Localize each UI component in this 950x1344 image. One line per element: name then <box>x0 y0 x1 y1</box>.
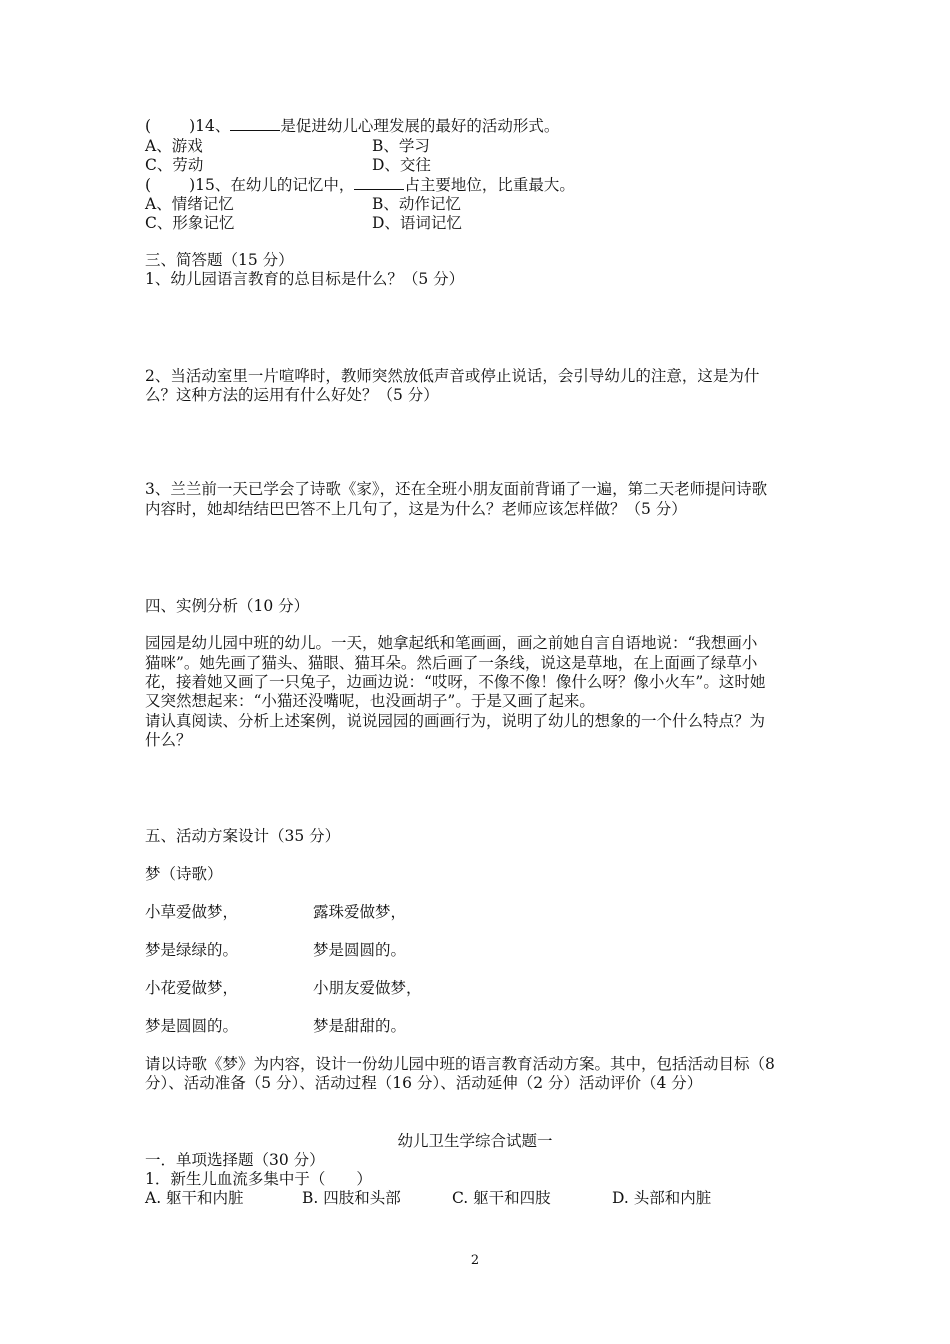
option-b: B、动作记忆 <box>372 195 461 213</box>
poem-left: 梦是圆圆的。 <box>145 1017 239 1035</box>
fill-blank <box>230 116 280 131</box>
design-task-line2: 分）、活动准备（5 分）、活动过程（16 分）、活动延伸（2 分）活动评价（4 分） <box>145 1074 703 1092</box>
section-5-title: 五、活动方案设计（35 分） <box>145 827 341 845</box>
case-text-line3: 花，接着她又画了一只兔子，边画边说：“哎呀，不像不像！像什么呀？像小火车”。这时她 <box>145 673 766 691</box>
option-d: D. 头部和内脏 <box>612 1189 712 1207</box>
answer-paren-close: ) <box>189 117 196 135</box>
short-answer-3-line1: 3、兰兰前一天已学会了诗歌《家》，还在全班小朋友面前背诵了一遍，第二天老师提问诗歌 <box>145 480 768 498</box>
option-c: C、形象记忆 <box>145 214 235 232</box>
exam-question-1-options <box>145 1188 712 1208</box>
poem-line <box>145 978 422 998</box>
question-text: 占主要地位，比重最大。 <box>404 176 575 194</box>
case-question-line1: 请认真阅读、分析上述案例，说说园园的画画行为，说明了幼儿的想象的一个什么特点？为 <box>145 712 766 730</box>
question-14-options-row1 <box>145 136 430 156</box>
question-text: 是促进幼儿心理发展的最好的活动形式。 <box>280 117 560 135</box>
page-number: 2 <box>470 1253 480 1268</box>
poem-left: 小花爱做梦， <box>145 979 239 997</box>
poem-right: 小朋友爱做梦， <box>313 979 422 997</box>
option-a: A、情绪记忆 <box>145 195 234 213</box>
case-text-line4: 又突然想起来：“小猫还没嘴呢，也没画胡子”。于是又画了起来。 <box>145 692 595 710</box>
question-number: 15、在幼儿的记忆中， <box>195 176 355 194</box>
question-15-options-row2 <box>145 213 462 233</box>
question-15 <box>145 175 575 195</box>
question-14 <box>145 116 559 136</box>
case-question-line2: 什么？ <box>145 731 192 749</box>
poem-line <box>145 902 407 922</box>
option-d: D、语词记忆 <box>372 214 462 232</box>
short-answer-2-line1: 2、当活动室里一片喧哗时，教师突然放低声音或停止说话，会引导幼儿的注意，这是为什 <box>145 367 760 385</box>
option-c: C. 躯干和四肢 <box>452 1189 551 1207</box>
option-a: A、游戏 <box>145 137 203 155</box>
poem-left: 小草爱做梦， <box>145 903 239 921</box>
short-answer-1: 1、幼儿园语言教育的总目标是什么？（5 分） <box>145 270 465 288</box>
option-d: D、交往 <box>372 156 431 174</box>
section-4-title: 四、实例分析（10 分） <box>145 597 310 615</box>
poem-title: 梦（诗歌） <box>145 865 223 883</box>
question-15-options-row1 <box>145 194 461 214</box>
short-answer-3-line2: 内容时，她却结结巴巴答不上几句了，这是为什么？老师应该怎样做？（5 分） <box>145 500 687 518</box>
poem-right: 梦是圆圆的。 <box>313 941 407 959</box>
case-text-line2: 猫咪”。她先画了猫头、猫眼、猫耳朵。然后画了一条线，说这是草地，在上面画了绿草小 <box>145 654 758 672</box>
question-14-options-row2 <box>145 155 431 175</box>
answer-paren-open: ( <box>145 117 152 135</box>
option-b: B、学习 <box>372 137 430 155</box>
option-b: B. 四肢和头部 <box>302 1189 401 1207</box>
poem-right: 梦是甜甜的。 <box>313 1017 407 1035</box>
design-task-line1: 请以诗歌《梦》为内容，设计一份幼儿园中班的语言教育活动方案。其中，包括活动目标（8 <box>145 1055 775 1073</box>
exam-section-1-title: 一．单项选择题（30 分） <box>145 1151 325 1169</box>
short-answer-2-line2: 么？这种方法的运用有什么好处？（5 分） <box>145 386 439 404</box>
poem-line <box>145 940 407 960</box>
section-3-title: 三、简答题（15 分） <box>145 251 294 269</box>
fill-blank <box>354 175 404 190</box>
exam-question-1: 1．新生儿血流多集中于（ ） <box>145 1170 372 1188</box>
question-number: 14、 <box>195 117 231 135</box>
poem-right: 露珠爱做梦， <box>313 903 407 921</box>
exam-title: 幼儿卫生学综合试题一 <box>397 1132 553 1150</box>
poem-left: 梦是绿绿的。 <box>145 941 239 959</box>
answer-paren-close: ) <box>189 176 196 194</box>
option-c: C、劳动 <box>145 156 204 174</box>
option-a: A. 躯干和内脏 <box>145 1189 244 1207</box>
case-text-line1: 园园是幼儿园中班的幼儿。一天，她拿起纸和笔画画，画之前她自言自语地说：“我想画小 <box>145 634 758 652</box>
answer-paren-open: ( <box>145 176 152 194</box>
poem-line <box>145 1016 407 1036</box>
